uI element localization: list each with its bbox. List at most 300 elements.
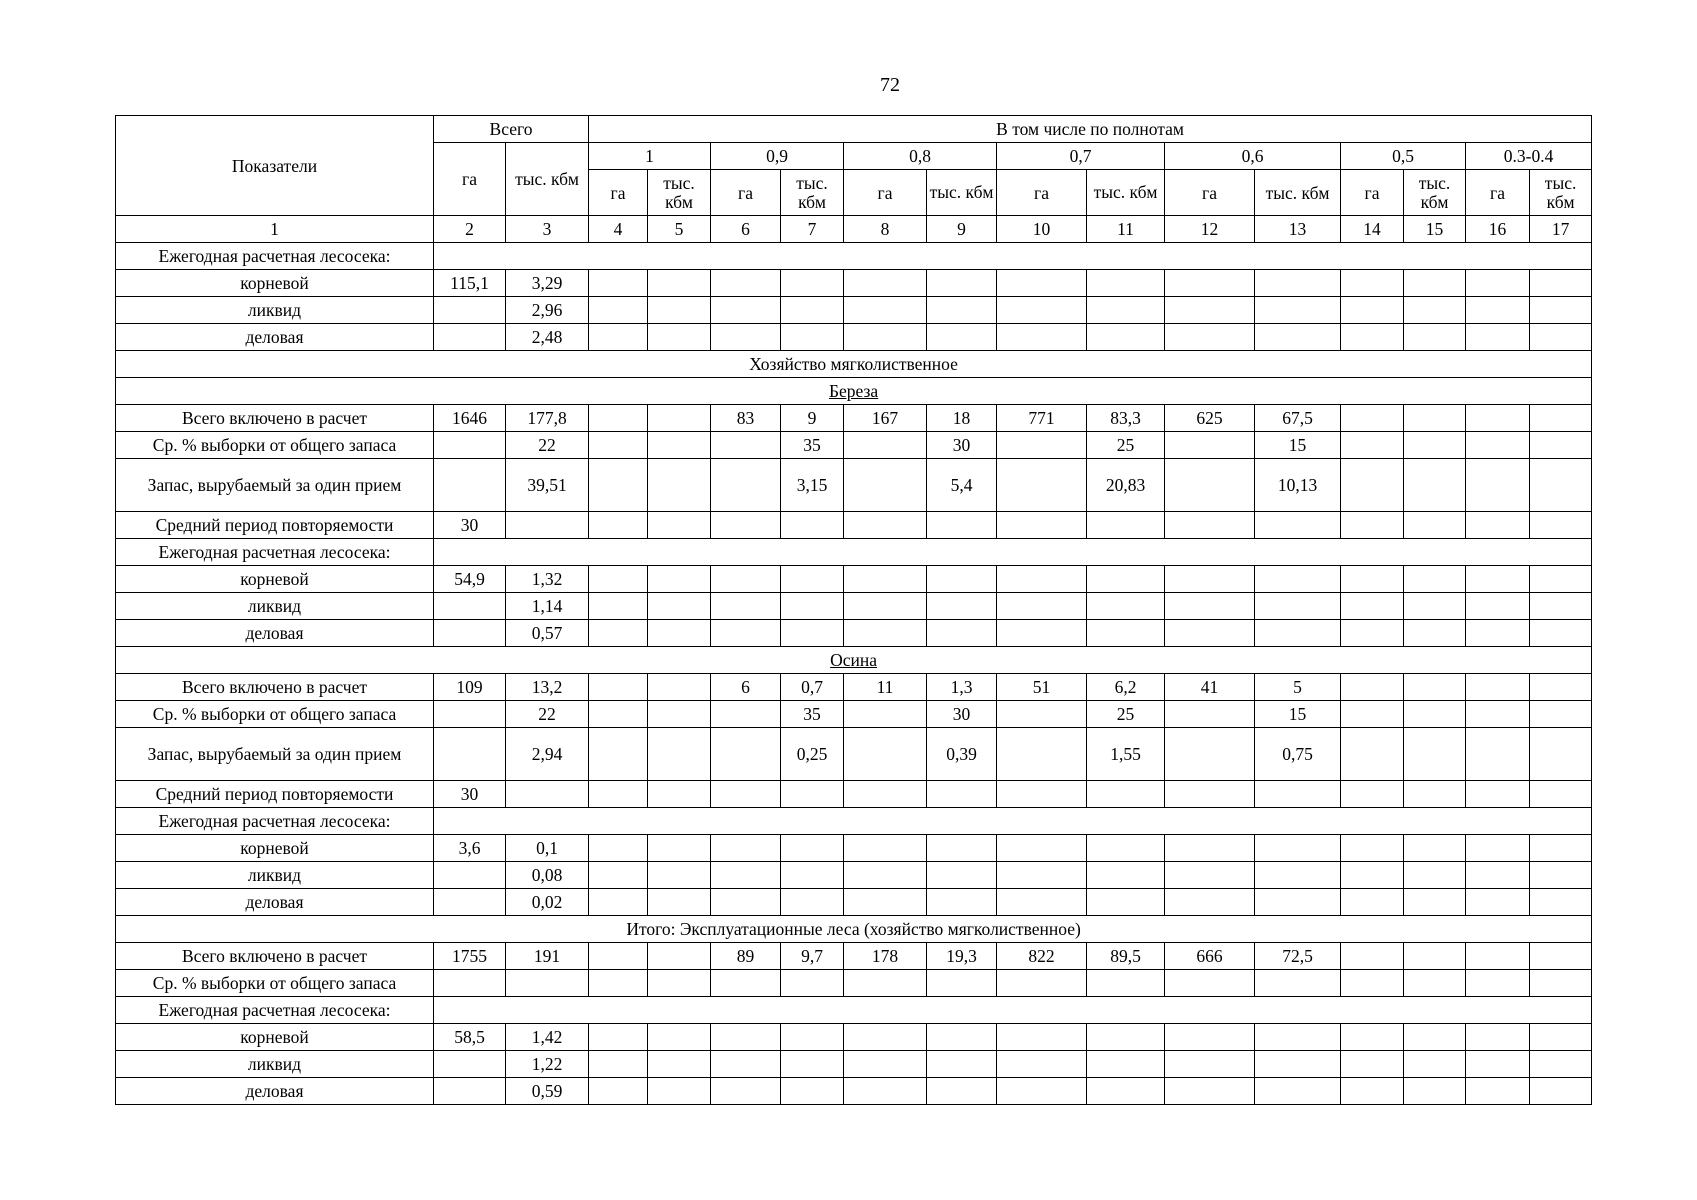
- data-cell: [1165, 701, 1255, 728]
- data-cell: 3,15: [781, 459, 844, 512]
- data-cell: [1341, 1078, 1404, 1105]
- data-cell: [711, 889, 781, 916]
- data-cell: [997, 1024, 1087, 1051]
- data-cell: 0,02: [506, 889, 589, 916]
- row-label: Запас, вырубаемый за один прием: [116, 459, 434, 512]
- data-cell: [781, 835, 844, 862]
- header-m3: тыс. кбм: [781, 170, 844, 216]
- data-cell: [589, 889, 648, 916]
- data-cell: [927, 512, 997, 539]
- data-cell: 1755: [434, 943, 506, 970]
- data-cell: [927, 1024, 997, 1051]
- data-cell: [1530, 781, 1592, 808]
- data-cell: [434, 970, 506, 997]
- column-number-cell: 8: [844, 216, 927, 243]
- data-cell: [927, 862, 997, 889]
- header-ha: га: [1466, 170, 1530, 216]
- data-cell: [997, 432, 1087, 459]
- data-cell: [844, 1078, 927, 1105]
- section-title: [116, 378, 1592, 405]
- column-number-cell: 12: [1165, 216, 1255, 243]
- data-cell: [1530, 405, 1592, 432]
- data-cell: [711, 593, 781, 620]
- header-ha: га: [589, 170, 648, 216]
- data-cell: 89,5: [1087, 943, 1165, 970]
- data-cell: [1404, 943, 1466, 970]
- data-cell: [997, 297, 1087, 324]
- data-cell: [997, 970, 1087, 997]
- data-cell: [1255, 781, 1341, 808]
- data-cell: [589, 620, 648, 647]
- data-cell: [434, 432, 506, 459]
- data-cell: [1466, 943, 1530, 970]
- data-cell: [1404, 781, 1466, 808]
- data-cell: [997, 728, 1087, 781]
- data-cell: [1165, 835, 1255, 862]
- empty-span-cell: [434, 243, 1592, 270]
- data-cell: [1087, 889, 1165, 916]
- data-cell: 22: [506, 432, 589, 459]
- data-cell: [1341, 1051, 1404, 1078]
- data-cell: [1341, 593, 1404, 620]
- header-density-0-7: 0,7: [997, 143, 1165, 170]
- data-cell: [1341, 862, 1404, 889]
- data-cell: [648, 943, 711, 970]
- data-cell: [1404, 1078, 1466, 1105]
- data-cell: [711, 862, 781, 889]
- data-cell: [844, 324, 927, 351]
- column-number-cell: 2: [434, 216, 506, 243]
- row-label: деловая: [116, 889, 434, 916]
- data-cell: [1255, 566, 1341, 593]
- data-cell: [1466, 512, 1530, 539]
- data-cell: [844, 862, 927, 889]
- data-cell: [997, 1051, 1087, 1078]
- data-cell: [589, 566, 648, 593]
- data-cell: [997, 512, 1087, 539]
- data-cell: [1530, 297, 1592, 324]
- header-m3: тыс. кбм: [1255, 170, 1341, 216]
- data-cell: [844, 728, 927, 781]
- data-cell: [1404, 324, 1466, 351]
- data-cell: [711, 324, 781, 351]
- data-cell: [589, 781, 648, 808]
- data-cell: [927, 1078, 997, 1105]
- row-label: корневой: [116, 835, 434, 862]
- data-cell: [711, 1078, 781, 1105]
- data-cell: [844, 835, 927, 862]
- data-cell: [589, 862, 648, 889]
- data-cell: 35: [781, 701, 844, 728]
- data-cell: [781, 620, 844, 647]
- subheading-row: [116, 243, 1592, 270]
- data-cell: [1165, 432, 1255, 459]
- data-cell: [506, 512, 589, 539]
- table-row: [116, 943, 1592, 970]
- data-cell: [1466, 674, 1530, 701]
- row-label: ликвид: [116, 862, 434, 889]
- table-row: [116, 674, 1592, 701]
- data-cell: [844, 459, 927, 512]
- column-number-cell: 17: [1530, 216, 1592, 243]
- data-cell: [589, 674, 648, 701]
- data-cell: [844, 593, 927, 620]
- data-cell: 6,2: [1087, 674, 1165, 701]
- data-cell: [1530, 862, 1592, 889]
- data-cell: [1530, 1024, 1592, 1051]
- data-cell: 9: [781, 405, 844, 432]
- header-total-m3: тыс. кбм: [506, 143, 589, 216]
- data-cell: [434, 862, 506, 889]
- section-title-text: Осина: [830, 650, 878, 670]
- data-cell: [1255, 324, 1341, 351]
- row-label: Средний период повторяемости: [116, 781, 434, 808]
- data-cell: [1165, 781, 1255, 808]
- data-cell: [1341, 512, 1404, 539]
- data-cell: [434, 701, 506, 728]
- column-number-cell: 7: [781, 216, 844, 243]
- data-cell: [1466, 970, 1530, 997]
- header-density-0-5: 0,5: [1341, 143, 1466, 170]
- data-cell: [1087, 1024, 1165, 1051]
- data-cell: 10,13: [1255, 459, 1341, 512]
- data-cell: [997, 620, 1087, 647]
- data-cell: [927, 970, 997, 997]
- header-density-0-6: 0,6: [1165, 143, 1341, 170]
- data-cell: [1530, 270, 1592, 297]
- data-cell: [1087, 835, 1165, 862]
- data-cell: [1530, 620, 1592, 647]
- data-cell: [589, 593, 648, 620]
- data-cell: 115,1: [434, 270, 506, 297]
- data-cell: [434, 324, 506, 351]
- data-cell: [927, 270, 997, 297]
- data-cell: [1404, 862, 1466, 889]
- data-cell: [1530, 593, 1592, 620]
- table-row: [116, 324, 1592, 351]
- data-cell: 13,2: [506, 674, 589, 701]
- data-cell: [711, 297, 781, 324]
- data-cell: [1255, 1024, 1341, 1051]
- data-cell: [1466, 270, 1530, 297]
- data-cell: [648, 862, 711, 889]
- data-cell: [997, 701, 1087, 728]
- data-cell: [648, 781, 711, 808]
- data-cell: 25: [1087, 701, 1165, 728]
- column-number-cell: 13: [1255, 216, 1341, 243]
- section-title-text: Береза: [828, 381, 879, 401]
- data-cell: [844, 620, 927, 647]
- data-cell: [1466, 324, 1530, 351]
- data-cell: [1341, 297, 1404, 324]
- section-row: [116, 351, 1592, 378]
- data-cell: [997, 459, 1087, 512]
- table-row: [116, 432, 1592, 459]
- row-label: Ежегодная расчетная лесосека:: [116, 997, 434, 1024]
- data-cell: [506, 970, 589, 997]
- data-cell: 22: [506, 701, 589, 728]
- table-row: [116, 862, 1592, 889]
- data-cell: [1255, 970, 1341, 997]
- table-row: [116, 620, 1592, 647]
- data-cell: 72,5: [1255, 943, 1341, 970]
- data-cell: [711, 781, 781, 808]
- data-cell: 83: [711, 405, 781, 432]
- data-cell: 30: [927, 432, 997, 459]
- data-cell: 30: [434, 781, 506, 808]
- data-cell: [434, 297, 506, 324]
- column-number-cell: 16: [1466, 216, 1530, 243]
- row-label: ликвид: [116, 297, 434, 324]
- data-cell: [589, 728, 648, 781]
- data-cell: [1530, 835, 1592, 862]
- section-title: [116, 351, 1592, 378]
- data-cell: [1165, 862, 1255, 889]
- data-cell: [1530, 674, 1592, 701]
- data-cell: [648, 1078, 711, 1105]
- data-cell: [1165, 1024, 1255, 1051]
- header-by-density: В том числе по полнотам: [589, 116, 1592, 143]
- data-cell: [1404, 270, 1466, 297]
- data-cell: [781, 1024, 844, 1051]
- data-cell: 30: [434, 512, 506, 539]
- data-cell: [1530, 701, 1592, 728]
- data-cell: [1466, 728, 1530, 781]
- data-cell: [1165, 970, 1255, 997]
- data-cell: [1466, 889, 1530, 916]
- row-label: Ср. % выборки от общего запаса: [116, 701, 434, 728]
- data-cell: 2,48: [506, 324, 589, 351]
- data-cell: [927, 1051, 997, 1078]
- data-cell: [1255, 889, 1341, 916]
- data-cell: [1530, 432, 1592, 459]
- data-cell: [997, 835, 1087, 862]
- data-cell: [648, 889, 711, 916]
- data-cell: [997, 593, 1087, 620]
- data-cell: [711, 432, 781, 459]
- data-cell: [844, 701, 927, 728]
- data-cell: [1404, 1024, 1466, 1051]
- data-cell: [1404, 889, 1466, 916]
- column-number-cell: 5: [648, 216, 711, 243]
- subheading-row: [116, 539, 1592, 566]
- header-ha: га: [997, 170, 1087, 216]
- column-number-cell: 4: [589, 216, 648, 243]
- data-cell: [589, 1051, 648, 1078]
- data-cell: [1087, 620, 1165, 647]
- row-label: Средний период повторяемости: [116, 512, 434, 539]
- data-cell: [434, 593, 506, 620]
- data-cell: [648, 432, 711, 459]
- data-cell: [648, 405, 711, 432]
- row-label: Запас, вырубаемый за один прием: [116, 728, 434, 781]
- section-title-text: Хозяйство мягколиственное: [749, 354, 958, 374]
- data-cell: [1255, 1078, 1341, 1105]
- data-cell: [1466, 701, 1530, 728]
- data-cell: [648, 970, 711, 997]
- data-cell: [844, 1051, 927, 1078]
- column-number-cell: 15: [1404, 216, 1466, 243]
- column-number-cell: 1: [116, 216, 434, 243]
- data-cell: 58,5: [434, 1024, 506, 1051]
- data-cell: [711, 566, 781, 593]
- data-cell: [1530, 512, 1592, 539]
- data-cell: [1255, 862, 1341, 889]
- row-label: Всего включено в расчет: [116, 943, 434, 970]
- data-cell: 6: [711, 674, 781, 701]
- column-number-cell: 11: [1087, 216, 1165, 243]
- data-cell: [844, 889, 927, 916]
- data-cell: [1087, 324, 1165, 351]
- data-cell: [1087, 270, 1165, 297]
- row-label: ликвид: [116, 1051, 434, 1078]
- data-cell: [648, 297, 711, 324]
- section-row: [116, 647, 1592, 674]
- data-cell: 1,3: [927, 674, 997, 701]
- row-label: деловая: [116, 324, 434, 351]
- header-ha: га: [711, 170, 781, 216]
- column-number-cell: 9: [927, 216, 997, 243]
- data-cell: 18: [927, 405, 997, 432]
- data-cell: 0,57: [506, 620, 589, 647]
- data-cell: [1466, 405, 1530, 432]
- data-cell: [1341, 728, 1404, 781]
- data-cell: [1466, 432, 1530, 459]
- data-cell: [1466, 1024, 1530, 1051]
- data-cell: [1165, 620, 1255, 647]
- data-cell: [997, 781, 1087, 808]
- data-cell: [844, 781, 927, 808]
- data-cell: 15: [1255, 432, 1341, 459]
- header-total-ha: га: [434, 143, 506, 216]
- data-cell: 2,96: [506, 297, 589, 324]
- table-row: [116, 781, 1592, 808]
- data-cell: [1087, 1078, 1165, 1105]
- data-cell: 191: [506, 943, 589, 970]
- data-cell: [1404, 432, 1466, 459]
- row-label: корневой: [116, 1024, 434, 1051]
- row-label: деловая: [116, 620, 434, 647]
- data-cell: 0,7: [781, 674, 844, 701]
- data-cell: [781, 297, 844, 324]
- data-cell: [927, 620, 997, 647]
- data-cell: [648, 324, 711, 351]
- data-cell: [1466, 566, 1530, 593]
- data-cell: [589, 405, 648, 432]
- data-cell: 1,55: [1087, 728, 1165, 781]
- table-row: [116, 297, 1592, 324]
- data-cell: [1165, 512, 1255, 539]
- data-cell: 89: [711, 943, 781, 970]
- data-cell: [1404, 459, 1466, 512]
- data-cell: [844, 1024, 927, 1051]
- data-cell: [1466, 781, 1530, 808]
- data-cell: [1530, 324, 1592, 351]
- data-cell: 1,14: [506, 593, 589, 620]
- data-cell: [927, 324, 997, 351]
- header-indicators: Показатели: [116, 116, 434, 216]
- data-cell: [927, 297, 997, 324]
- data-cell: [648, 459, 711, 512]
- data-cell: [781, 889, 844, 916]
- data-cell: [589, 701, 648, 728]
- data-cell: [1341, 943, 1404, 970]
- data-cell: 625: [1165, 405, 1255, 432]
- data-cell: [1530, 970, 1592, 997]
- row-label: Всего включено в расчет: [116, 405, 434, 432]
- data-cell: [927, 593, 997, 620]
- data-cell: [1530, 889, 1592, 916]
- data-cell: [997, 324, 1087, 351]
- data-cell: [434, 1051, 506, 1078]
- data-cell: [1404, 1051, 1466, 1078]
- data-cell: [648, 620, 711, 647]
- data-cell: [781, 1078, 844, 1105]
- header-density-0-8: 0,8: [844, 143, 997, 170]
- data-cell: 3,29: [506, 270, 589, 297]
- data-cell: [1466, 593, 1530, 620]
- data-cell: 771: [997, 405, 1087, 432]
- data-cell: [711, 835, 781, 862]
- data-cell: [1087, 297, 1165, 324]
- data-cell: [711, 620, 781, 647]
- data-cell: [434, 1078, 506, 1105]
- data-cell: [1087, 781, 1165, 808]
- section-title: [116, 647, 1592, 674]
- data-cell: [589, 270, 648, 297]
- data-cell: [648, 566, 711, 593]
- data-cell: [781, 512, 844, 539]
- data-cell: [1404, 566, 1466, 593]
- data-cell: [434, 728, 506, 781]
- header-density-1: 1: [589, 143, 711, 170]
- column-number-cell: 3: [506, 216, 589, 243]
- data-cell: 0,75: [1255, 728, 1341, 781]
- data-cell: [1404, 674, 1466, 701]
- data-cell: [648, 1051, 711, 1078]
- data-cell: [781, 593, 844, 620]
- data-cell: [1530, 566, 1592, 593]
- data-cell: [781, 270, 844, 297]
- table-row: [116, 701, 1592, 728]
- data-cell: [1087, 862, 1165, 889]
- data-cell: 5,4: [927, 459, 997, 512]
- data-cell: [1341, 432, 1404, 459]
- data-cell: 178: [844, 943, 927, 970]
- header-m3: тыс. кбм: [1404, 170, 1466, 216]
- data-cell: [1087, 566, 1165, 593]
- data-cell: 1,42: [506, 1024, 589, 1051]
- table-row: [116, 728, 1592, 781]
- data-cell: 2,94: [506, 728, 589, 781]
- data-cell: [711, 270, 781, 297]
- data-cell: [1341, 835, 1404, 862]
- data-cell: [1466, 297, 1530, 324]
- data-cell: [1255, 620, 1341, 647]
- data-cell: [589, 324, 648, 351]
- data-cell: [1404, 512, 1466, 539]
- data-cell: 41: [1165, 674, 1255, 701]
- table-row: [116, 1024, 1592, 1051]
- data-cell: [1530, 943, 1592, 970]
- data-cell: [844, 970, 927, 997]
- data-cell: [844, 566, 927, 593]
- data-cell: [589, 1078, 648, 1105]
- data-cell: [1404, 620, 1466, 647]
- data-cell: [589, 432, 648, 459]
- data-cell: [997, 889, 1087, 916]
- data-cell: [997, 270, 1087, 297]
